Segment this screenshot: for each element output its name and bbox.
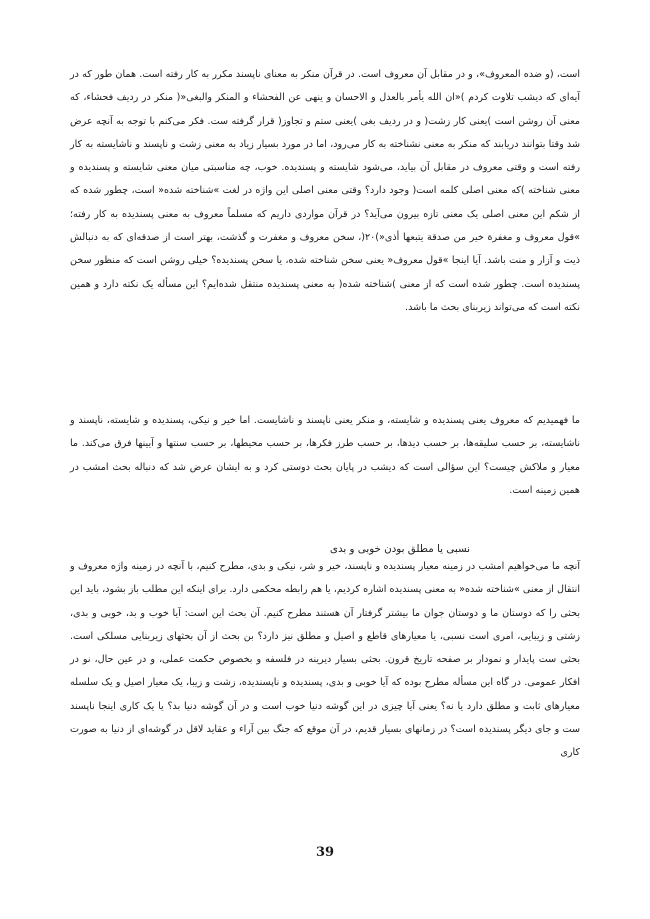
- body-text-section-2: [70, 409, 580, 502]
- section-heading: نسبی یا مطلق بودن خوبی و بدی: [329, 543, 470, 555]
- body-text-section-1: [70, 63, 580, 319]
- paragraph-1: است، (و ضده المعروف»، و در مقابل آن معروف است. در قرآن منکر به معنای ناپسند مکرر به کار رفته است. همان طور که در آیه‌ای که دیشب تلاوت کردم )«ان الله یأمر بالعدل و الاحسان و ینهی عن الفحشاء و المنکر والبغی«( منکر در ردیف فحشاء، که معنی آن روشن است )یعنی کار زشت( و در ردیف بغی )یعنی ستم و تجاوز( قرار گرفته ست. فکر می‌کنم با توجه به آنچه عرض شد وقتا بتوانند دریابند که منکر به معنی نشناخته به کار می‌رود، اما در مورد بسیار زیاد به معنی زشت و ناپسند و ناشایسته به کار رفته است و وقتی معروف در مقابل آن بیاید، می‌شود شایسته و پسندیده. خوب، چه مناسبتی میان معنی شایسته و پسندیده و معنی شناخته )که معنی اصلی کلمه است( وجود دارد؟ وقتی معنی اصلی این واژه در لغت »شناخته شده« است، چطور شده که از شکم این معنی اصلی یک معنی تازه بیرون می‌آید؟ در قرآن مواردی داریم که مسلماً معروف به معنی پسندیده به کار رفته؛ »قول معروف و مغفرة خیر من صدقة یتبعها أذی«)۲۰(، سخن معروف و مغفرت و گذشت، بهتر است از صدقه‌ای که به دنبالش ذیت و آزار و منت باشد. آیا اینجا »قول معروف« یعنی سخن شناخته شده، یا سخن پسندیده؟ خیلی روشن است که منظور سخن پسندیده است. چطور شده است که از معنی )شناخته شده( به معنی پسندیده منتقل شده‌ایم؟ این مسأله یک نکته دارد و همین نکته است که می‌تواند زیربنای بحث ما باشد.: [70, 69, 580, 313]
- paragraph-3: آنچه ما می‌خواهیم امشب در زمینه معیار پسندیده و ناپسند، خیر و شر، نیکی و بدی، مطرح کنیم، با آنچه در زمینه واژه معروف و انتقال از معنی »شناخته شده« به معنی پسندیده اشاره کردیم، یا هم رابطه محکمی دارد. برای اینکه این مطلب باز بشود، باید این بحثی را که دوستان ما و دوستان جوان ما بیشتر گرفتار آن هستند مطرح کنیم. آن بحث این است: آیا خوب و بد، خوبی و بدی، زشتی و زیبایی، امری است نسبی، یا معیارهای قاطع و اصیل و مطلق نیز دارد؟ بن بحث از آن بحثهای زیربنایی مسلکی است. بحثی ست پایدار و نمودار بر صفحه تاریخ قرون. بحثی بسیار دیرینه در فلسفه و بخصوص حکمت عملی، و در عین حال، نو در افکار عمومی. در گاه این مسأله مطرح بوده که آیا خوبی و بدی، پسندیده و ناپسندیده، زشت و زیبا، یک معیار اصیل و یک سلسله معیارهای ثابت و مطلق دارد یا نه؟ یعنی آیا چیزی در این گوشه دنیا خوب است و در آن گوشه دنیا بد؟ یا یک کاری اینجا ناپسند ست و جای دیگر پسندیده است؟ در زمانهای بسیار قدیم، در آن موقع که جنگ بین آراء و عقاید لاقل در گوشه‌ای از دنیا به صورت کاری: [70, 561, 580, 759]
- body-text-section-3: [70, 555, 580, 765]
- paragraph-2: ما فهمیدیم که معروف یعنی پسندیده و شایسته، و منکر یعنی ناپسند و ناشایست. اما خیر و نیکی، پسندیده و شایسته، ناپسند و ناشایسته، بر حسب سلیقه‌ها، بر حسب دیدها، بر حسب طرز فکرها، بر حسب محیطها، بر حسب سنتها و آیینها فرق می‌کند. ما معیار و ملاکش چیست؟ این سؤالی است که دیشب در پایان بحث دوستی کرد و به ایشان عرض شد که دنباله بحث امشب در همین زمینه است.: [70, 415, 580, 496]
- page-number: 39: [315, 845, 335, 860]
